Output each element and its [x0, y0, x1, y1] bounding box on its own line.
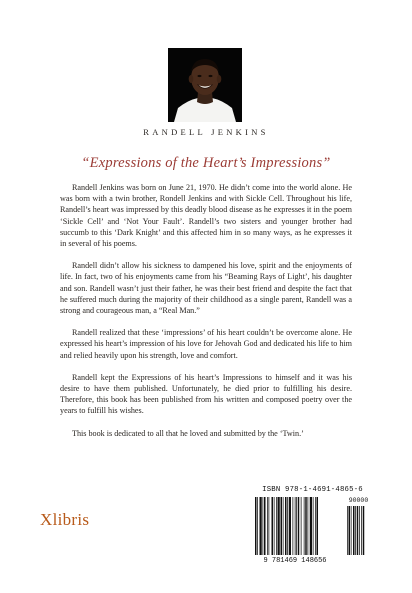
- barcode-addon-digits: 90000: [348, 497, 369, 504]
- paragraph: Randell didn’t allow his sickness to dampened his love, spirit and the enjoyments of life. In fact, two of his enjoyments came from his “Beaming Rays of Light’, his daughter and son. Randell wasn’t just their father, he was their best friend and despite the fact that he suffered much during the majority of their childhood as a single parent, Randell was a strong and courageous man, a “Real Man.”: [60, 261, 352, 316]
- paragraph: Randell kept the Expressions of his heart’s Impressions to himself and it was his desire to have them published. Unfortunately, he died prior to fulfilling his desire. Therefore, this book has been published from his written and composed poetry over the years to fulfill his wishes.: [60, 372, 352, 416]
- isbn-label: ISBN 978-1-4691-4865-6: [262, 486, 363, 494]
- barcode-main-digits: 9 781469 148656: [263, 557, 327, 565]
- paragraph: Randell Jenkins was born on June 21, 1970. He didn’t come into the world alone. He was born with a twin brother, Rondell Jenkins and with Sickle Cell. Throughout his life, Randell’s heart was impressed by this deadly blood disease as he expresses it in the poem ‘Sickle Cell’ and ‘Not Your Fault’. Randell’s two sisters and younger brother had succumb to this ‘Dark Knight’ and this affected him in so many ways, as he expresses it in several of his poems.: [60, 183, 352, 249]
- publisher-logo: Xlibris: [40, 510, 90, 529]
- author-photo: [168, 48, 242, 122]
- author-name: RANDELL JENKINS: [143, 127, 269, 137]
- paragraph: Randell realized that these ‘impressions’ of his heart couldn’t be overcome alone. He expressed his heart’s impression of his love for Jehovah God and dedicated his life to him and relied heavily upon his strength, love and comfort.: [60, 328, 352, 360]
- back-cover-description: [60, 182, 352, 439]
- barcode-bars: [253, 497, 372, 557]
- paragraph: This book is dedicated to all that he loved and submitted by the ‘Twin.’: [72, 428, 304, 438]
- book-title: “Expressions of the Heart’s Impressions”: [81, 155, 331, 171]
- author-portrait-image: [168, 48, 242, 122]
- isbn-barcode: [253, 486, 372, 568]
